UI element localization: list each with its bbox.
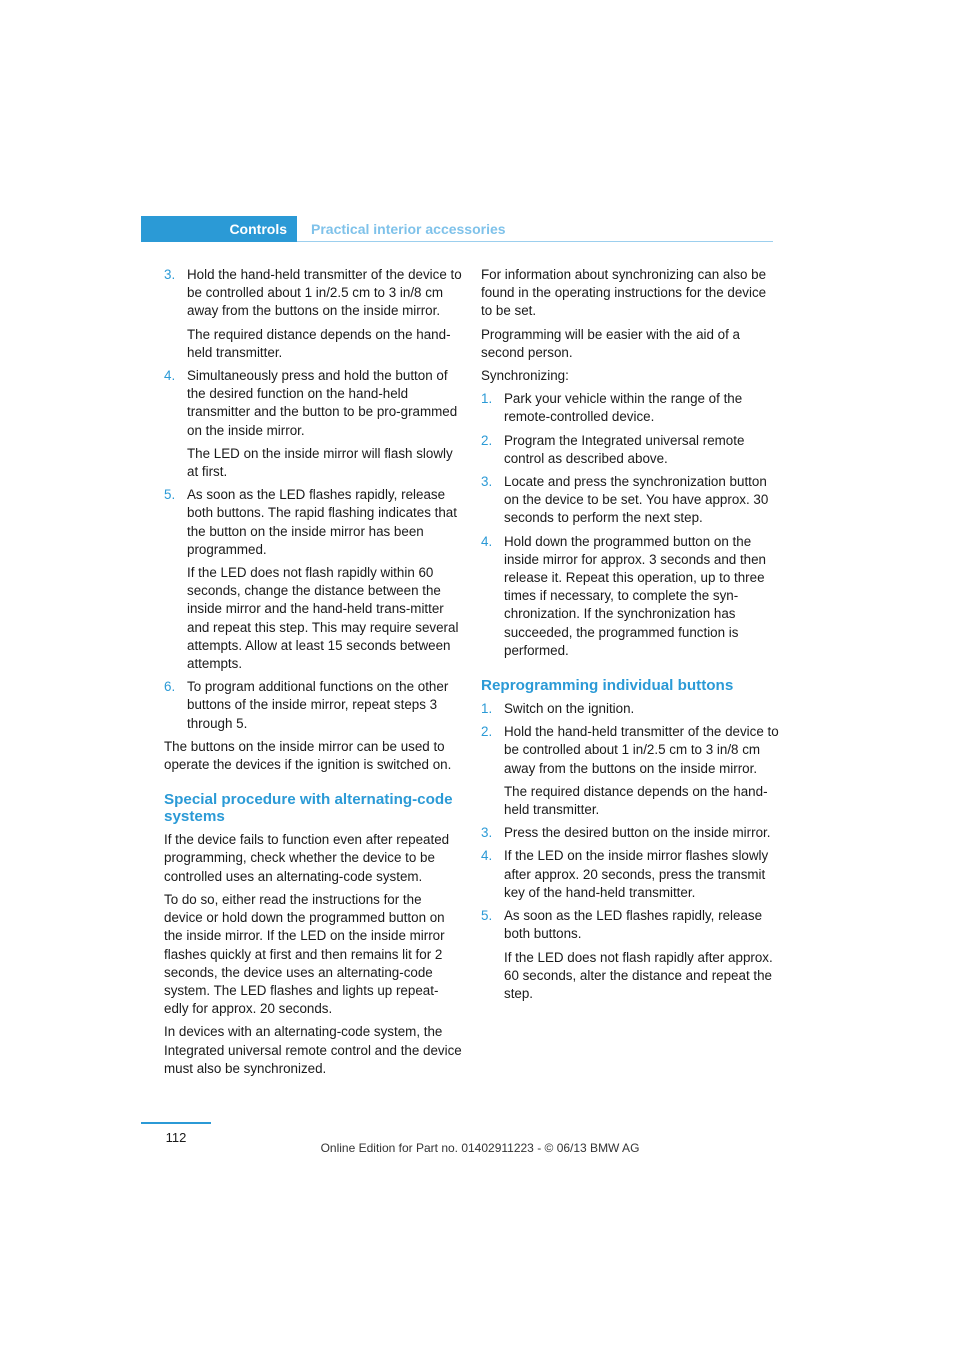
left-column <box>164 266 462 1083</box>
header-chapter: Practical interior accessories <box>311 221 506 237</box>
step-text: Press the desired button on the inside mirror. <box>504 825 771 841</box>
step-number: 5. <box>481 908 493 924</box>
body-paragraph: Synchronizing: <box>481 368 569 384</box>
sync-step-3 <box>481 473 779 528</box>
step-text: As soon as the LED flashes rapidly, release both buttons. <box>504 908 763 942</box>
step-text: Program the Integrated universal remote control as described above. <box>504 432 745 466</box>
footer-edition: Online Edition for Part no. 01402911223 - © 06/13 BMW AG <box>320 1141 640 1155</box>
subheading-reprogramming: Reprogramming individual buttons <box>481 677 734 695</box>
step-text: If the LED on the inside mirror flashes slowly after approx. 20 seconds, press the transmit key of the hand-held transmitter. <box>504 848 769 900</box>
step-text: Locate and press the synchronization button on the device to be set. You have approx. 30 seconds to perform the next step. <box>504 474 769 526</box>
subheading-alternating-code: Special procedure with alternating-code systems <box>164 791 453 826</box>
sync-step-1 <box>481 390 779 426</box>
header-section: Controls <box>229 221 287 237</box>
step-number: 4. <box>164 368 176 384</box>
page-number: 112 <box>165 1130 187 1145</box>
step-number: 4. <box>481 533 493 549</box>
body-paragraph: If the device fails to function even after repeated programming, check whether the device to be controlled uses an alternating-code system. <box>164 832 450 884</box>
step-note: The required distance depends on the hand-held transmitter. <box>504 783 768 818</box>
step-number: 2. <box>481 432 493 448</box>
step-text: Hold the hand-held transmitter of the device to be controlled about 1 in/2.5 cm to 3 in/8 cm away from the buttons on the inside mirror. <box>187 267 462 319</box>
step-text: Switch on the ignition. <box>504 701 635 717</box>
step-text: Hold down the programmed button on the inside mirror for approx. 3 seconds and then release it. Repeat this operation, up to three times if necessary, to complete the syn-chronization. If the synchronization has succeeded, the programmed function is performed. <box>504 533 767 658</box>
step-number: 3. <box>481 474 493 490</box>
reprog-step-3 <box>481 824 779 842</box>
body-paragraph: In devices with an alternating-code system, the Integrated universal remote control and the device must also be synchronized. <box>164 1024 462 1076</box>
reprog-step-4 <box>481 847 779 902</box>
step-number: 6. <box>164 679 176 695</box>
step-text: To program additional functions on the other buttons of the inside mirror, repeat steps 3 through 5. <box>187 679 449 731</box>
header-rule <box>297 241 773 242</box>
step-note: If the LED does not flash rapidly after approx. 60 seconds, alter the distance and repeat the step. <box>504 949 773 1001</box>
step-note: The required distance depends on the hand-held transmitter. <box>187 326 451 360</box>
body-paragraph: Programming will be easier with the aid of a second person. <box>481 326 741 360</box>
step-number: 5. <box>164 487 176 503</box>
step-number: 3. <box>481 825 493 841</box>
sync-steps <box>481 390 779 660</box>
step-number: 2. <box>481 724 493 740</box>
step-number: 1. <box>481 701 493 717</box>
step-5 <box>164 486 462 673</box>
step-note: If the LED does not flash rapidly within 60 seconds, change the distance between the inside mirror and the hand-held trans-mitter and repeat this step. This may require several attempts. Allow at least 15 seconds between attempts. <box>187 565 459 672</box>
step-text: Hold the hand-held transmitter of the device to be controlled about 1 in/2.5 cm to 3 in/8 cm away from the buttons on the inside mirror. <box>504 724 779 776</box>
right-column <box>481 266 779 1008</box>
reprog-step-1 <box>481 700 779 718</box>
body-paragraph: The buttons on the inside mirror can be used to operate the devices if the ignition is switched on. <box>164 738 452 773</box>
footer-rule <box>141 1122 211 1124</box>
step-text: Park your vehicle within the range of the remote-controlled device. <box>504 391 743 425</box>
reprogramming-steps <box>481 700 779 1003</box>
reprog-step-2 <box>481 723 779 819</box>
step-text: As soon as the LED flashes rapidly, release both buttons. The rapid flashing indicates that the button on the inside mirror has been programmed. <box>187 487 457 557</box>
step-number: 1. <box>481 391 493 407</box>
step-note: The LED on the inside mirror will flash slowly at first. <box>187 445 453 480</box>
step-number: 4. <box>481 848 493 864</box>
sync-step-2 <box>481 432 779 468</box>
step-6 <box>164 678 462 733</box>
step-text: Simultaneously press and hold the button of the desired function on the hand-held transmitter and the button to be pro-grammed on the inside mirror. <box>187 368 458 438</box>
sync-step-4 <box>481 533 779 660</box>
body-paragraph: For information about synchronizing can also be found in the operating instructions for the device to be set. <box>481 267 767 319</box>
body-paragraph: To do so, either read the instructions for the device or hold down the programmed button on the inside mirror. If the LED on the inside mirror flashes quickly at first and then remains lit for 2 seconds, the device uses an alternating-code system. The LED flashes and lights up repeat-edly for approx. 20 seconds. <box>164 891 445 1017</box>
step-4 <box>164 367 462 481</box>
reprog-step-5 <box>481 907 779 1003</box>
step-3 <box>164 266 462 362</box>
step-number: 3. <box>164 267 176 282</box>
programming-steps <box>164 266 462 733</box>
